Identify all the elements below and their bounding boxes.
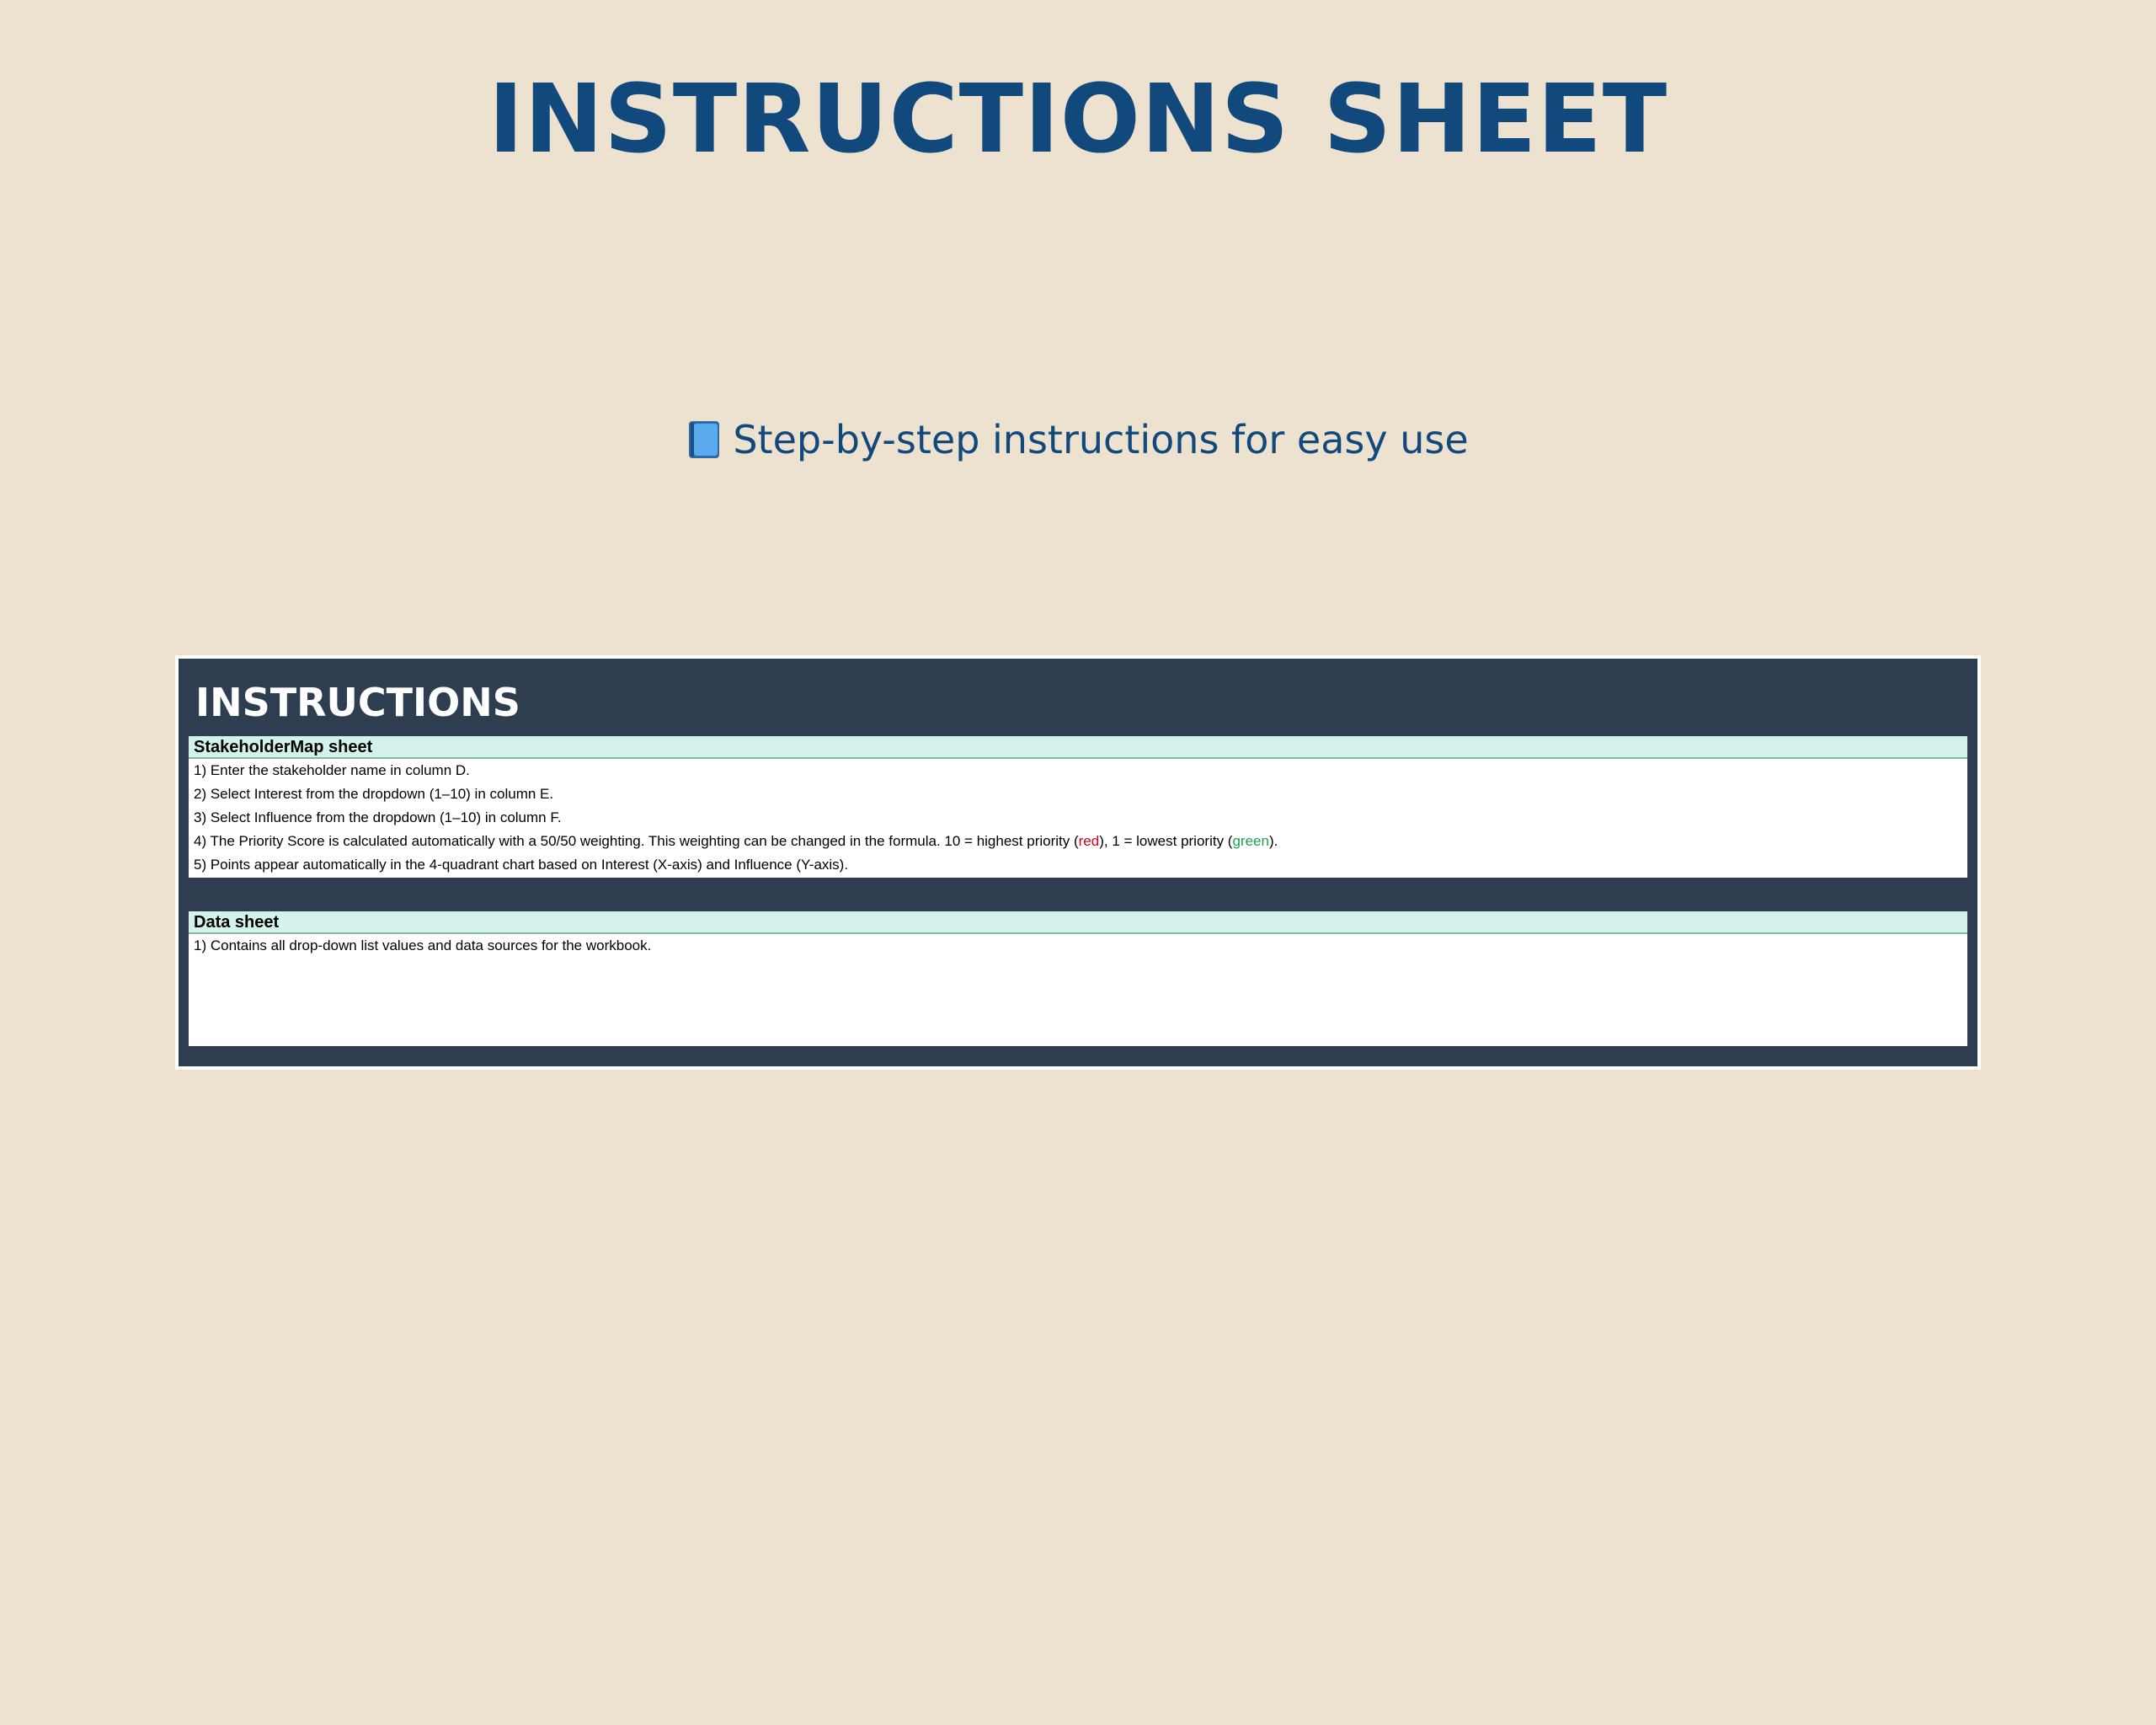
instruction-line: 5) Points appear automatically in the 4-quadrant chart based on Interest (X-axis) and Influence (Y-axis). (194, 857, 849, 873)
stakeholdermap-section (189, 736, 1967, 878)
instruction-line: 2) Select Interest from the dropdown (1–10) in column E. (194, 786, 554, 802)
instructions-panel (175, 655, 1981, 1070)
subtitle-text: Step-by-step instructions for easy use (733, 417, 1469, 462)
red-word: red (1078, 833, 1100, 849)
instruction-text: ), 1 = lowest priority ( (1099, 833, 1233, 849)
section-heading: Data sheet (189, 911, 1967, 934)
blue-book-icon (687, 419, 721, 460)
instruction-line: 3) Select Influence from the dropdown (1–10) in column F. (194, 809, 562, 825)
instruction-line-priority (189, 830, 1967, 853)
subtitle (0, 406, 2156, 473)
panel-title: INSTRUCTIONS (195, 680, 520, 725)
page-title: INSTRUCTIONS SHEET (488, 65, 1668, 174)
data-sheet-section (189, 911, 1967, 1046)
green-word: green (1232, 833, 1269, 849)
instruction-line: 1) Contains all drop-down list values and data sources for the workbook. (194, 937, 652, 953)
instruction-text: ). (1268, 833, 1278, 849)
section-heading: StakeholderMap sheet (189, 736, 1967, 759)
instruction-text: 4) The Priority Score is calculated automatically with a 50/50 weighting. This weighting can be changed in the formula. 10 = highest priority ( (194, 833, 1079, 849)
instruction-line: 1) Enter the stakeholder name in column D. (194, 762, 470, 778)
